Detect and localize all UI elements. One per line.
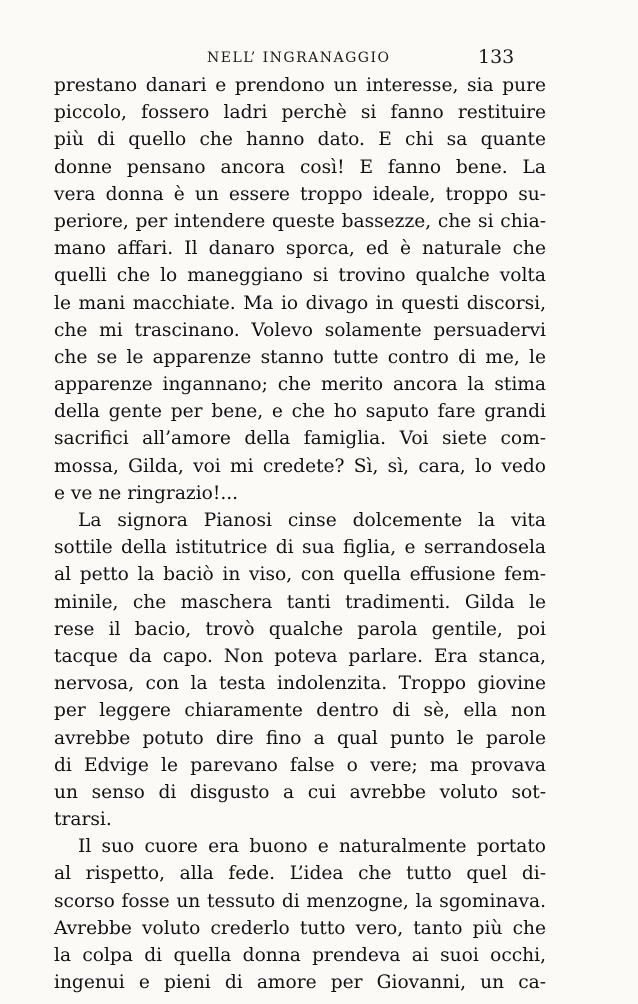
text-line: sacrifici all’amore della famiglia. Voi siete com- xyxy=(54,428,546,450)
text-line: avrebbe potuto dire fino a qual punto le parole xyxy=(54,727,546,749)
text-line: donne pensano ancora così! E fanno bene. La xyxy=(54,156,546,178)
text-line: piccolo, fossero ladri perchè si fanno restituire xyxy=(54,102,546,124)
text-line: della gente per bene, e che ho saputo fare grandi xyxy=(54,401,546,423)
body-text xyxy=(54,72,546,996)
text-line: scorso fosse un tessuto di menzogne, la sgominava. xyxy=(54,890,546,912)
text-line: vera donna è un essere troppo ideale, troppo su- xyxy=(54,183,546,205)
text-line: prestano danari e prendono un interesse, sia pure xyxy=(54,75,546,96)
running-head xyxy=(0,46,638,70)
text-line: le mani macchiate. Ma io divago in questi discorsi, xyxy=(54,292,546,314)
text-line: quelli che lo maneggiano si trovino qualche volta xyxy=(54,265,546,287)
text-line: al rispetto, alla fede. L’idea che tutto quel di- xyxy=(54,863,546,885)
text-line: nervosa, con la testa indolenzita. Troppo giovine xyxy=(54,673,546,695)
text-line: rese il bacio, trovò qualche parola gentile, poi xyxy=(54,618,546,640)
text-line: per leggere chiaramente dentro di sè, ella non xyxy=(54,700,546,722)
text-line: più di quello che hanno dato. E chi sa quante xyxy=(54,129,546,151)
text-line: un senso di disgusto a cui avrebbe voluto sot- xyxy=(54,781,546,803)
text-line: che se le apparenze stanno tutte contro di me, le xyxy=(54,346,546,368)
text-line: che mi trascinano. Volevo solamente persuadervi xyxy=(54,319,546,341)
text-line: trarsi. xyxy=(54,809,112,831)
text-line: periore, per intendere queste bassezze, che si chia- xyxy=(54,210,546,232)
text-line: sottile della istitutrice di sua figlia, e serrandosela xyxy=(54,537,546,559)
text-line: di Edvige le parevano false o vere; ma provava xyxy=(54,754,546,776)
text-line: apparenze ingannano; che merito ancora la stima xyxy=(54,374,546,396)
text-line: la colpa di quella donna prendeva ai suoi occhi, xyxy=(54,945,546,966)
running-title: NELL’ INGRANAGGIO xyxy=(207,50,391,66)
text-line: mossa, Gilda, voi mi credete? Sì, sì, cara, lo vedo xyxy=(54,455,546,477)
text-line: tacque da capo. Non poteva parlare. Era stanca, xyxy=(54,645,546,667)
text-line: minile, che maschera tanti tradimenti. Gilda le xyxy=(54,591,546,613)
text-line: e ve ne ringrazio!... xyxy=(54,482,239,504)
text-line: al petto la baciò in viso, con quella effusione fem- xyxy=(54,564,546,586)
text-line: mano affari. Il danaro sporca, ed è naturale che xyxy=(54,238,546,260)
text-line: Avrebbe voluto crederlo tutto vero, tanto più che xyxy=(54,917,546,939)
page-number: 133 xyxy=(478,46,515,68)
text-line: ingenui e pieni di amore per Giovanni, un ca- xyxy=(54,972,546,994)
text-line: La signora Pianosi cinse dolcemente la vita xyxy=(78,510,546,531)
text-line: Il suo cuore era buono e naturalmente portato xyxy=(78,836,546,858)
